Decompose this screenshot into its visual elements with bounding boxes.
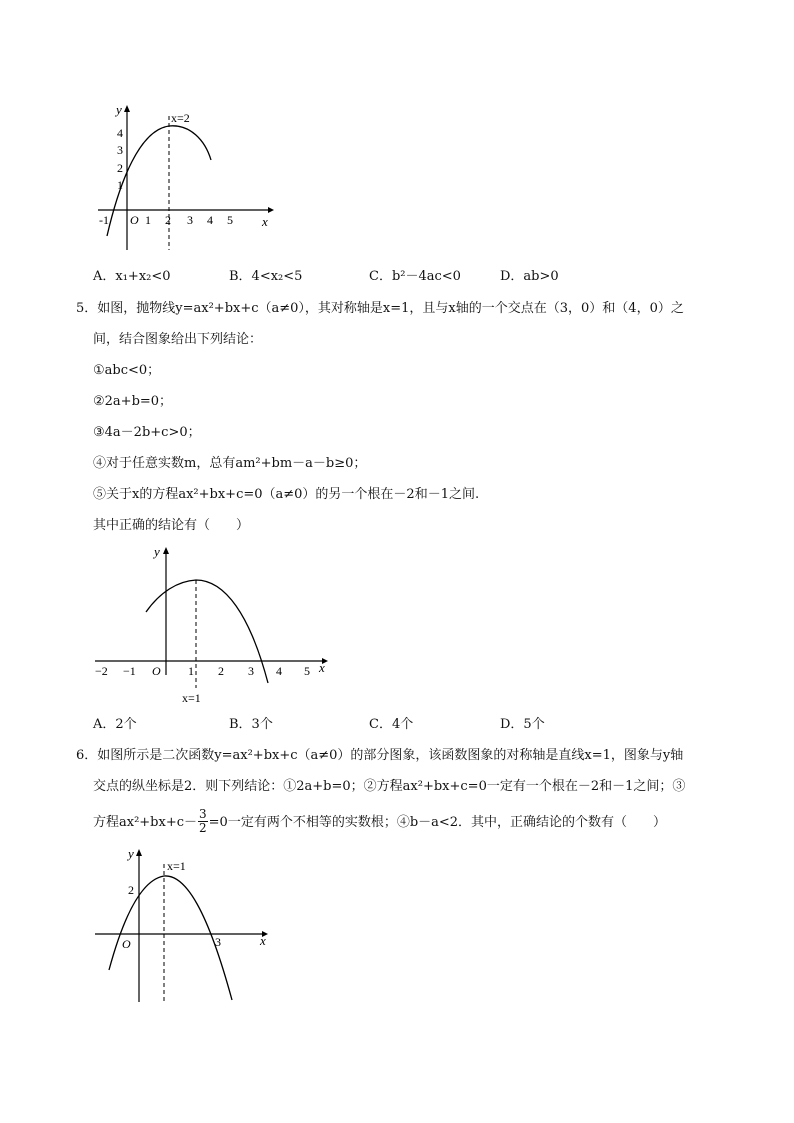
q6-y-arrow bbox=[136, 849, 142, 856]
q4-graph bbox=[90, 100, 280, 260]
q5-x-tick: 1 bbox=[188, 664, 194, 678]
q5-x-tick: −2 bbox=[95, 664, 108, 678]
q6-x-tick: 3 bbox=[215, 935, 221, 949]
q6-line3 bbox=[93, 809, 666, 836]
q6-fraction-numerator: 3 bbox=[199, 807, 207, 821]
q5-stem-line1: 5．如图，抛物线y=ax²+bx+c（a≠0），其对称轴是x=1，且与x轴的一个交点在（3，0）和（4，0）之 bbox=[76, 301, 684, 316]
q5-x-tick: 3 bbox=[248, 664, 254, 678]
q5-option-c[interactable]: C．4个 bbox=[369, 717, 414, 732]
q6-fraction bbox=[198, 808, 208, 835]
q6-line2: 交点的纵坐标是2．则下列结论：①2a+b=0；②方程ax²+bx+c=0一定有一个根在－2和－1之间；③ bbox=[93, 779, 686, 794]
q5-conclusion: ①abc<0； bbox=[93, 363, 161, 378]
q5-option-d[interactable]: D．5个 bbox=[500, 717, 545, 732]
q5-x-tick: 4 bbox=[276, 664, 282, 678]
q4-y-label: y bbox=[116, 102, 122, 117]
q5-x-tick: −1 bbox=[123, 664, 136, 678]
q4-y-tick: 4 bbox=[117, 126, 123, 140]
q4-option-d[interactable]: D．ab>0 bbox=[500, 269, 559, 284]
q4-x-arrow bbox=[268, 207, 274, 213]
q5-stem-line2: 间，结合图象给出下列结论： bbox=[93, 332, 263, 347]
q5-conclusion: ②2a+b=0； bbox=[93, 394, 173, 409]
q5-x-tick: 2 bbox=[218, 664, 224, 678]
q6-graph bbox=[90, 842, 280, 1007]
q4-x-tick: -1 bbox=[99, 213, 109, 227]
q4-y-arrow bbox=[124, 105, 130, 112]
q5-graph bbox=[90, 540, 340, 710]
q6-line1: 6．如图所示是二次函数y=ax²+bx+c（a≠0）的部分图象，该函数图象的对称轴是直线x=1，图象与y轴 bbox=[76, 748, 684, 763]
q6-x-label: x bbox=[260, 933, 266, 948]
q5-option-a[interactable]: A．2个 bbox=[93, 717, 137, 732]
q5-x-label: x bbox=[319, 660, 325, 675]
q5-conclusion: ③4a－2b+c>0； bbox=[93, 425, 201, 440]
q4-option-c[interactable]: C．b²－4ac<0 bbox=[369, 269, 461, 284]
q5-y-label: y bbox=[154, 544, 160, 559]
q5-option-b[interactable]: B．3个 bbox=[229, 717, 273, 732]
q4-y-tick: 1 bbox=[117, 178, 123, 192]
q4-x-tick: 2 bbox=[165, 213, 171, 227]
q6-axis-label: x=1 bbox=[167, 859, 186, 873]
q4-option-a[interactable]: A．x₁+x₂<0 bbox=[93, 269, 171, 284]
q5-conclusion: ⑤关于x的方程ax²+bx+c=0（a≠0）的另一个根在－2和－1之间. bbox=[93, 487, 480, 502]
q5-x-tick: 5 bbox=[304, 664, 310, 678]
q6-line3-start: 方程ax²+bx+c－ bbox=[93, 814, 198, 830]
q5-origin: O bbox=[152, 664, 161, 678]
q4-origin: O bbox=[130, 213, 139, 227]
q6-y-tick: 2 bbox=[128, 883, 134, 897]
q4-x-label: x bbox=[262, 214, 268, 229]
q5-axis-label: x=1 bbox=[182, 691, 201, 705]
q6-fraction-denominator: 2 bbox=[199, 821, 207, 835]
q5-conclusion: ④对于任意实数m，总有am²+bm－a－b≥0； bbox=[93, 456, 367, 471]
q4-x-tick: 4 bbox=[207, 213, 213, 227]
q4-x-tick: 5 bbox=[227, 213, 233, 227]
q5-prompt: 其中正确的结论有（ ） bbox=[93, 518, 250, 533]
q4-x-tick: 1 bbox=[145, 213, 151, 227]
q4-x-tick: 3 bbox=[187, 213, 193, 227]
q4-y-tick: 2 bbox=[117, 161, 123, 175]
q4-y-tick: 3 bbox=[117, 143, 123, 157]
q6-origin: O bbox=[122, 937, 131, 951]
q4-axis-label: x=2 bbox=[171, 111, 190, 125]
q6-line3-end: =0一定有两个不相等的实数根；④b－a<2．其中，正确结论的个数有（ ） bbox=[208, 814, 667, 830]
q4-option-b[interactable]: B．4<x₂<5 bbox=[229, 269, 303, 284]
q5-y-arrow bbox=[163, 547, 169, 554]
q6-y-label: y bbox=[128, 846, 134, 861]
